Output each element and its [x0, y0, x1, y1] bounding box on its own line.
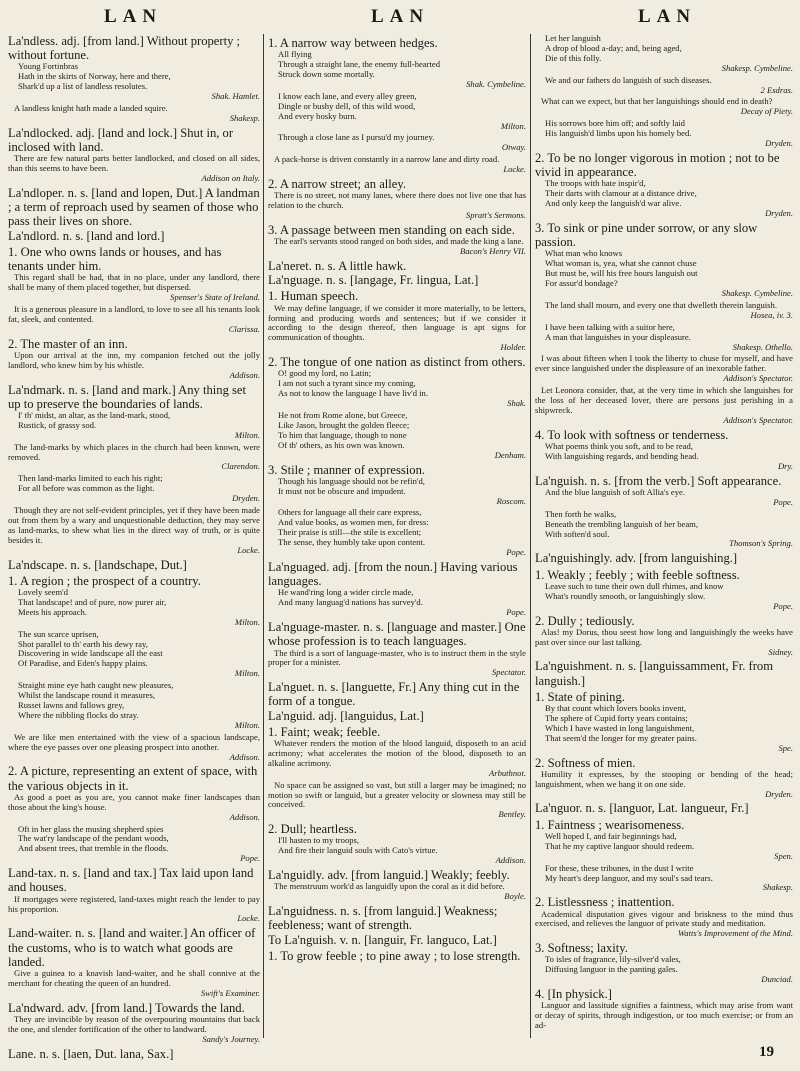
quotation-line: Straight mine eye hath caught new pleasures, — [18, 680, 174, 691]
quotation-line: Beneath the trembling languish of her beam, — [545, 518, 698, 529]
quotation-text: There is no street, not many lanes, where there does not live one that has relation to the church. — [268, 190, 526, 211]
quotation-text: Let Leonora consider, that, at the very time in which she languishes for the loss of her deceased lover, there are persons just perishing in a shipwreck. — [535, 385, 793, 415]
running-header — [0, 6, 800, 30]
quotation-source: Holder. — [500, 342, 526, 353]
quotation-source: Dry. — [777, 460, 793, 471]
quotation-source: Addison. — [229, 751, 260, 762]
sense-definition: 2. The master of an inn. — [8, 336, 128, 351]
quotation-line: The sphere of Cupid forty years contains; — [545, 712, 688, 723]
entry-headword: La'ndlord. n. s. [land and lord.] — [8, 228, 165, 243]
sense-definition: 2. Dully ; tediously. — [535, 613, 635, 628]
sense-definition: 2. Softness of mien. — [535, 755, 636, 770]
quotation-source: Addison. — [229, 811, 260, 822]
quotation-line: Diffusing languor in the panting gales. — [545, 964, 678, 975]
quotation-source: Bentley. — [498, 809, 526, 820]
column-rule — [530, 34, 531, 1038]
quotation-source: Pope. — [506, 607, 526, 618]
sense-definition: 1. A narrow way between hedges. — [268, 36, 438, 50]
quotation-line: A man that languishes in your displeasure. — [545, 331, 691, 342]
quotation-source: Milton. — [234, 719, 260, 730]
quotation-text: Languor and lassitude signifies a faintness, which may arise from want or decay of spirits, through indigestion, or too much exercise; or from an ad- — [535, 1000, 793, 1031]
column-rule — [263, 34, 264, 1038]
quotation-source: Pope. — [506, 547, 526, 558]
quotation-line: But must be, will his free hours languish out — [545, 268, 698, 279]
entry-headword: La'ndscape. n. s. [landschape, Dut.] — [8, 557, 187, 572]
sense-definition: 2. To be no longer vigorous in motion ; not to be vivid in appearance. — [535, 150, 780, 180]
quotation-line: What's roundly smooth, or languishingly slow. — [545, 590, 706, 601]
quotation-source: Milton. — [500, 120, 526, 131]
quotation-line: It must not be obscure and impudent. — [278, 485, 406, 496]
quotation-line: To him that language, though to none — [278, 429, 407, 440]
sense-definition: 3. Stile ; manner of expression. — [268, 462, 426, 477]
quotation-text: A landless knight hath made a landed squire. — [14, 103, 168, 114]
quotation-line: Discovering in wide landscape all the east — [18, 648, 163, 659]
sense-definition: 3. Softness; laxity. — [535, 941, 628, 956]
quotation-source: Sandy's Journey. — [202, 1033, 260, 1044]
quotation-line: I'll hasten to my troops, — [278, 835, 360, 846]
quotation-source: Spenser's State of Ireland. — [170, 292, 260, 302]
sense-definition: 1. Faint; weak; feeble. — [268, 724, 381, 739]
entry-headword: La'ndward. adv. [from land.] Towards the land. — [8, 1000, 245, 1015]
quotation-line: Then land-marks limited to each his right; — [18, 473, 163, 484]
quotation-line: Hath in the skirts of Norway, here and there, — [18, 71, 171, 82]
quotation-text: If mortgages were registered, land-taxes might reach the lender to pay his proportion. — [8, 893, 260, 914]
quotation-line: Die of this folly. — [545, 52, 602, 63]
entry-headword: La'ndless. adj. [from land.] Without property ; without fortune. — [8, 34, 241, 63]
quotation-line: I have been talking with a suitor here, — [545, 321, 675, 332]
sense-definition: 2. Listlessness ; inattention. — [535, 895, 675, 910]
quotation-line: O! good my lord, no Latin; — [278, 368, 372, 379]
sense-definition: 1. To grow feeble ; to pine away ; to lose strength. — [268, 948, 521, 963]
quotation-line: His languish'd limbs upon his homely bed. — [545, 128, 692, 139]
quotation-source: Milton. — [234, 429, 260, 440]
entry-headword: La'neret. n. s. A little hawk. — [268, 259, 407, 274]
quotation-source: Spe. — [778, 742, 793, 753]
quotation-line: A drop of blood a-day; and, being aged, — [545, 42, 682, 53]
entry-headword: Lane. n. s. [laen, Dut. lana, Sax.] — [8, 1046, 174, 1061]
quotation-source: Dryden. — [765, 208, 793, 219]
quotation-text: The third is a sort of language-master, who is to instruct them in the style proper for a minister. — [268, 647, 526, 668]
sense-definition: 4. To look with softness or tenderness. — [535, 427, 729, 442]
quotation-text: Academical disputation gives vigour and briskness to the mind thus exercised, and relieves the languor of private study and meditation. — [535, 908, 793, 929]
quotation-line: Lovely seem'd — [18, 587, 68, 598]
quotation-source: Shak. Cymbeline. — [466, 78, 526, 89]
quotation-source: Bacon's Henry VII. — [459, 246, 526, 257]
quotation-source: Milton. — [234, 616, 260, 627]
quotation-line: Meets his approach. — [18, 606, 87, 617]
quotation-source: Shakesp. Cymbeline. — [721, 288, 793, 299]
quotation-source: Clarissa. — [228, 323, 260, 334]
quotation-line: What woman is, yea, what she cannot chuse — [545, 258, 697, 269]
quotation-source: Shak. Hamlet. — [211, 91, 260, 102]
sense-definition: 1. Human speech. — [268, 289, 359, 304]
quotation-line: The sun scarce uprisen, — [18, 628, 99, 639]
quotation-line: That landscape! and of pure, now purer air, — [18, 596, 167, 607]
entry-headword: To La'nguish. v. n. [languir, Fr. languco, Lat.] — [268, 932, 497, 947]
quotation-line: Through a straight lane, the enemy full-hearted — [278, 59, 441, 70]
sense-definition: 3. A passage between men standing on each side. — [268, 223, 515, 237]
quotation-source: Spratt's Sermons. — [465, 210, 526, 221]
entry-headword: La'nguage-master. n. s. [language and master.] One whose profession is to teach languages. — [268, 620, 526, 649]
quotation-line: Young Fortinbras — [18, 61, 79, 72]
quotation-source: Swift's Examiner. — [200, 987, 260, 998]
quotation-line: As not to know the language I have liv'd in. — [278, 388, 429, 399]
entry-headword: La'nguishment. n. s. [languissamment, Fr. from languish.] — [535, 659, 774, 688]
quotation-text: Though they are not self-evident principles, yet if they have been made out from them by a wary and unquestionable deduction, they may serve as land-marks, to shew what lies in the direct way of truth, or is quite besides it. — [8, 505, 260, 545]
quotation-line: With soften'd soul. — [545, 528, 610, 539]
page-number: 19 — [759, 1044, 774, 1060]
quotation-text: The earl's servants stood ranged on both sides, and made the king a lane. — [274, 236, 524, 247]
quotation-source: Locke. — [237, 544, 260, 555]
entry-headword: La'ndlocked. adj. [land and lock.] Shut in, or inclosed with land. — [8, 125, 234, 155]
quotation-text: It is a generous pleasure in a landlord, to love to see all his tenants look fat, sleek, and contented. — [8, 303, 260, 324]
quotation-line: The troops with hate inspir'd, — [545, 178, 646, 189]
quotation-source: Shak. — [507, 398, 526, 409]
quotation-text: We are like men entertained with the view of a spacious landscape, where the eye passes over one pleasing prospect into another. — [8, 731, 260, 752]
quotation-source: Pope. — [773, 496, 793, 507]
quotation-line: I' th' midst, an altar, as the land-mark, stood, — [18, 409, 171, 420]
quotation-text: I was about fifteen when I took the liberty to chuse for myself, and have ever since languished under the displeasure of an inexorable father. — [535, 353, 793, 374]
quotation-line: Then forth he walks, — [545, 508, 617, 519]
entry-headword: La'ndmark. n. s. [land and mark.] Any thing set up to preserve the boundaries of lands. — [8, 382, 247, 411]
quotation-source: Denham. — [494, 449, 526, 460]
quotation-source: Sidney. — [768, 646, 793, 657]
quotation-text: The menstruum work'd as languidly upon the coral as it did before. — [274, 881, 505, 892]
quotation-line: Their darts with clamour at a distance drive, — [545, 188, 697, 199]
quotation-source: Shakesp. — [229, 112, 260, 123]
quotation-line: He not from Rome alone, but Greece, — [278, 409, 408, 420]
quotation-source: Shakesp. Othello. — [732, 341, 793, 352]
quotation-source: Addison's Spectator. — [723, 414, 793, 425]
quotation-source: Locke. — [503, 164, 526, 175]
quotation-line: And every bosky burn. — [278, 110, 357, 121]
quotation-line: By that count which lovers books invent, — [545, 703, 687, 714]
sense-definition: 1. State of pining. — [535, 689, 625, 704]
quotation-line: And only keep the languish'd war alive. — [545, 198, 682, 209]
sense-definition: 3. To sink or pine under sorrow, or any slow passion. — [535, 221, 758, 250]
quotation-source: Pope. — [773, 600, 793, 611]
quotation-line: Let her languish — [545, 33, 601, 43]
quotation-text: Give a guinea to a knavish land-waiter, and he shall connive at the merchant for cheating the queen of an hundred. — [8, 967, 260, 988]
quotation-line: He wand'ring long a wider circle made, — [278, 587, 414, 598]
quotation-line: Shot parallel to th' earth his dewy ray, — [18, 638, 148, 649]
quotation-text: They are invincible by reason of the overpouring mountains that back the one, and slender fortification of the other to landward. — [8, 1013, 260, 1034]
quotation-line: Like Jason, brought the golden fleece; — [278, 419, 410, 430]
quotation-source: Hosea, iv. 3. — [750, 309, 793, 320]
entry-headword: La'nguor. n. s. [languor, Lat. langueur, Fr.] — [535, 801, 749, 816]
entry-headword: Land-waiter. n. s. [land and waiter.] An officer of the customs, who is to watch what goods are landed. — [8, 926, 256, 969]
sense-definition: 2. A picture, representing an extent of space, with the various objects in it. — [8, 764, 258, 793]
entry-headword: La'nguishingly. adv. [from languishing.] — [535, 551, 738, 566]
quotation-line: Oft in her glass the musing shepherd spies — [18, 823, 164, 834]
quotation-source: Thomson's Spring. — [729, 538, 793, 549]
quotation-line: My heart's deep languor, and my soul's sad tears. — [545, 872, 713, 883]
quotation-line: Where the nibbling flocks do stray. — [18, 709, 139, 720]
quotation-text: We may define language, if we consider it more materially, to be letters, forming and producing words and sentences; but if we consider it according to the design thereof, then language is apt signs for communication of thoughts. — [268, 302, 526, 343]
entry-headword: La'nguaged. adj. [from the noun.] Having various languages. — [268, 559, 518, 589]
quotation-source: Dunciad. — [761, 974, 793, 985]
quotation-source: Addison's Spectator. — [723, 373, 793, 384]
sense-definition: 2. Dull; heartless. — [268, 822, 357, 837]
quotation-text: There are few natural parts better landlocked, and closed on all sides, than this seems to have been. — [8, 153, 260, 174]
entry-headword: La'nguish. n. s. [from the verb.] Soft appearance. — [535, 473, 782, 488]
quotation-line: His sorrows bore him off; and softly laid — [545, 118, 685, 129]
quotation-line: The land shall mourn, and every one that dwelleth therein languish. — [545, 299, 777, 310]
quotation-line: Through a close lane as I pursu'd my journey. — [278, 132, 435, 143]
quotation-line: And fire their languid souls with Cato's virtue. — [278, 845, 438, 856]
entry-headword: La'nguidly. adv. [from languid.] Weakly; feebly. — [268, 868, 510, 883]
quotation-line: Though his language should not be refin'd, — [278, 475, 425, 486]
quotation-line: Others for language all their care express, — [278, 507, 422, 518]
quotation-line: Shark'd up a list of landless resolutes. — [18, 81, 148, 92]
sense-definition: 1. One who owns lands or houses, and has tenants under him. — [8, 244, 222, 273]
quotation-source: Decay of Piety. — [740, 106, 793, 117]
quotation-text: What can we expect, but that her languishings should end in death? — [541, 96, 773, 107]
entry-headword: Land-tax. n. s. [land and tax.] Tax laid upon land and houses. — [8, 866, 254, 895]
quotation-source: Addison on Italy. — [201, 173, 260, 184]
quotation-line: The sense, they humbly take upon content. — [278, 537, 426, 548]
quotation-source: Dryden. — [232, 493, 260, 504]
quotation-source: Locke. — [237, 913, 260, 924]
quotation-line: What man who knows — [545, 248, 623, 259]
quotation-source: Spectator. — [491, 667, 526, 678]
quotation-source: Addison. — [495, 855, 526, 866]
quotation-line: Russet lawns and fallows grey, — [18, 700, 125, 711]
quotation-line: Of Paradise, and Eden's happy plains. — [18, 658, 148, 669]
quotation-line: And value books, as women men, for dress: — [278, 517, 429, 528]
quotation-line: And many languag'd nations has survey'd. — [278, 597, 423, 608]
quotation-text: As good a poet as you are, you cannot make finer landscapes than those about the king's house. — [8, 791, 260, 812]
quotation-text: No space can be assigned so vast, but still a larger may be imagined; no motion so swift or languid, but a greater velocity or slowness may still be conceived. — [268, 779, 526, 810]
quotation-line: Well hoped I, and fair beginnings had, — [545, 830, 677, 841]
quotation-text: Whatever renders the motion of the blood languid, disposeth to an acid acrimony; what accelerates the motion of the blood, disposeth to an alkaline acrimony. — [268, 738, 526, 768]
sense-definition: 1. Faintness ; wearisomeness. — [535, 817, 685, 832]
column-left — [8, 34, 260, 1061]
entry-headword: La'nguid. adj. [languidus, Lat.] — [268, 708, 424, 723]
quotation-source: Arbuthnot. — [488, 767, 526, 778]
quotation-line: That seem'd the longer for my greater pains. — [545, 732, 697, 743]
quotation-source: Dryden. — [765, 788, 793, 799]
quotation-line: And the blue languish of soft Allia's eye. — [545, 486, 685, 497]
entry-headword: La'nguet. n. s. [languette, Fr.] Any thing cut in the form of a tongue. — [268, 680, 520, 709]
header-center: LAN — [370, 6, 430, 27]
quotation-text: A pack-horse is driven constantly in a narrow lane and dirty road. — [274, 154, 500, 165]
quotation-line: The wat'ry landscape of the pendant woods, — [18, 833, 169, 844]
quotation-line: Leave such to tune their own dull rhimes, and know — [545, 580, 724, 591]
header-left: LAN — [103, 6, 163, 27]
quotation-text: The land-marks by which places in the church had been known, were removed. — [8, 441, 260, 462]
entry-headword: La'nguidness. n. s. [from languid.] Weakness; feebleness; want of strength. — [268, 904, 498, 933]
quotation-line: And absent trees, that tremble in the floods. — [18, 843, 169, 854]
quotation-line: For all before was common as the light. — [18, 483, 155, 494]
quotation-source: Clarendon. — [221, 461, 260, 472]
quotation-line: For these, these tribunes, in the dust I write — [545, 862, 694, 873]
column-right — [535, 34, 793, 1038]
header-right: LAN — [637, 6, 697, 27]
quotation-source: Pope. — [240, 853, 260, 864]
quotation-line: Whilst the landscape round it measures, — [18, 690, 155, 701]
quotation-source: Addison. — [229, 369, 260, 380]
quotation-line: I am not such a tyrant since my coming, — [278, 378, 416, 389]
quotation-line: Of th' others, as his own was known. — [278, 439, 405, 450]
quotation-source: Milton. — [234, 668, 260, 679]
sense-definition: 1. Weakly ; feebly ; with feeble softness. — [535, 567, 740, 582]
quotation-line: Rustick, of grassy sod. — [18, 419, 97, 430]
sense-definition: 1. A region ; the prospect of a country. — [8, 573, 201, 588]
quotation-line: Dingle or bushy dell, of this wild wood, — [278, 100, 416, 111]
quotation-line: Their praise is still—the stile is excellent; — [278, 527, 422, 538]
quotation-line: Struck down some mortally. — [278, 69, 375, 80]
quotation-text: Humility it expresses, by the stooping or bending of the head; languishment, when we hang it on one side. — [535, 768, 793, 789]
quotation-source: Watts's Improvement of the Mind. — [677, 928, 793, 939]
quotation-source: Boyle. — [504, 891, 526, 902]
quotation-line: All flying — [278, 49, 312, 60]
quotation-text: Alas! my Dorus, thou seest how long and languishingly the weeks have past over since our last talking. — [535, 626, 793, 647]
quotation-source: Otway. — [501, 142, 526, 153]
quotation-source: Spen. — [774, 850, 793, 861]
quotation-line: That he my captive languor should redeem. — [545, 840, 695, 851]
entry-headword: La'nguage. n. s. [langage, Fr. lingua, Lat.] — [268, 273, 479, 288]
sense-definition: 2. The tongue of one nation as distinct from others. — [268, 355, 526, 370]
sense-definition: 2. A narrow street; an alley. — [268, 177, 407, 192]
quotation-line: To isles of fragrance, lily-silver'd vales, — [545, 954, 681, 965]
quotation-line: What poems think you soft, and to be read, — [545, 441, 693, 452]
quotation-source: 2 Esdras. — [760, 84, 793, 95]
quotation-source: Dryden. — [765, 138, 793, 149]
quotation-line: For assur'd bondage? — [545, 278, 618, 289]
sense-definition: 4. [In physick.] — [535, 987, 612, 1002]
quotation-line: I know each lane, and every alley green, — [278, 90, 417, 101]
column-middle — [268, 34, 526, 1038]
quotation-line: We and our fathers do languish of such diseases. — [545, 74, 712, 85]
quotation-line: Which I have wasted in long languishment, — [545, 722, 695, 733]
quotation-text: This regard shall be had, that in no place, under any landlord, there shall be many of them placed together, but dispersed. — [8, 272, 260, 293]
quotation-source: Roscom. — [496, 495, 526, 506]
entry-headword: La'ndloper. n. s. [land and lopen, Dut.] A landman ; a term of reproach used by seamen of those who pass their lives on shore. — [8, 185, 260, 229]
quotation-text: Upon our arrival at the inn, my companion fetched out the jolly landlord, who knew him by his whistle. — [8, 349, 260, 370]
quotation-source: Shakesp. Cymbeline. — [721, 62, 793, 73]
quotation-line: With languishing regards, and bending head. — [545, 450, 699, 461]
quotation-source: Shakesp. — [762, 882, 793, 893]
